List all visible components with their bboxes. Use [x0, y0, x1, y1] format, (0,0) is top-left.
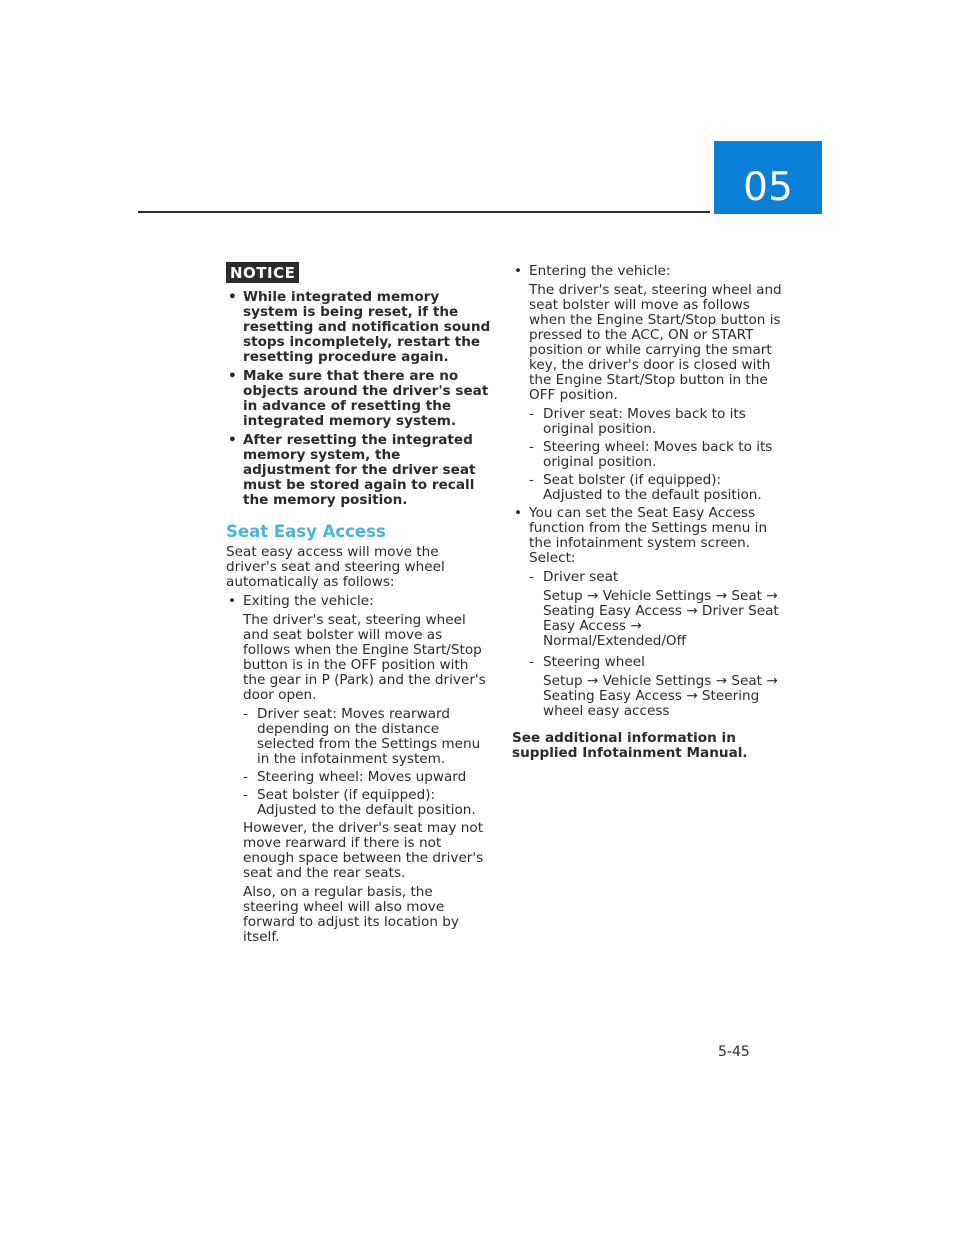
section-title: Seat Easy Access [226, 522, 386, 541]
exiting-desc: The driver's seat, steering wheel and seat bolster will move as follows when the Engine Start/Stop button is in the OFF position with the gear in P (Park) and the driver's door open. [243, 612, 486, 703]
exiting-item: - Steering wheel: Moves upward [226, 770, 492, 785]
notice-item: • Make sure that there are no objects around the driver's seat in advance of resetting the integrated memory system. [226, 369, 492, 429]
notice-item: • While integrated memory system is being reset, if the resetting and notification sound stops incompletely, restart the resetting procedure again. [226, 290, 492, 365]
exiting-label: • Exiting the vehicle: [226, 594, 492, 609]
steering-label: - Steering wheel [512, 655, 782, 670]
exiting-item: - Driver seat: Moves rearward depending on the distance selected from the Settings menu in the infotainment system. [226, 707, 492, 767]
settings-label: • You can set the Seat Easy Access function from the Settings menu in the infotainment system screen. Select: [512, 506, 782, 566]
footer-note: See additional information in supplied Infotainment Manual. [512, 730, 748, 761]
header-rule [138, 211, 710, 213]
entering-desc: The driver's seat, steering wheel and seat bolster will move as follows when the Engine Start/Stop button is pressed to the ACC, ON or START position or while carrying the smart key, the driver's door is closed with the Engine Start/Stop button in the OFF position. [529, 282, 782, 403]
notice-badge: NOTICE [226, 262, 299, 283]
exiting-note: However, the driver's seat may not move rearward if there is not enough space between the driver's seat and the rear seats. [243, 820, 484, 881]
right-column [512, 264, 782, 765]
steering-path: Setup → Vehicle Settings → Seat → Seating Easy Access → Steering wheel easy access [543, 673, 778, 719]
notice-item: • After resetting the integrated memory system, the adjustment for the driver seat must be stored again to recall the memory position. [226, 433, 492, 508]
exiting-note: Also, on a regular basis, the steering wheel will also move forward to adjust its location by itself. [243, 884, 459, 945]
entering-item: - Steering wheel: Moves back to its original position. [512, 440, 782, 470]
entering-item: - Seat bolster (if equipped): Adjusted to the default position. [512, 473, 782, 503]
driver-seat-label: - Driver seat [512, 570, 782, 585]
section-intro: Seat easy access will move the driver's seat and steering wheel automatically as follows: [226, 544, 445, 590]
entering-label: • Entering the vehicle: [512, 264, 782, 279]
left-column [226, 262, 492, 949]
driver-seat-path: Setup → Vehicle Settings → Seat → Seating Easy Access → Driver Seat Easy Access → Normal/Extended/Off [543, 588, 779, 649]
notice-list [226, 290, 492, 508]
chapter-number: 05 [743, 165, 793, 210]
page-number: 5-45 [718, 1044, 750, 1060]
exiting-item: - Seat bolster (if equipped): Adjusted to the default position. [226, 788, 492, 818]
chapter-tab [714, 141, 822, 214]
entering-item: - Driver seat: Moves back to its original position. [512, 407, 782, 437]
